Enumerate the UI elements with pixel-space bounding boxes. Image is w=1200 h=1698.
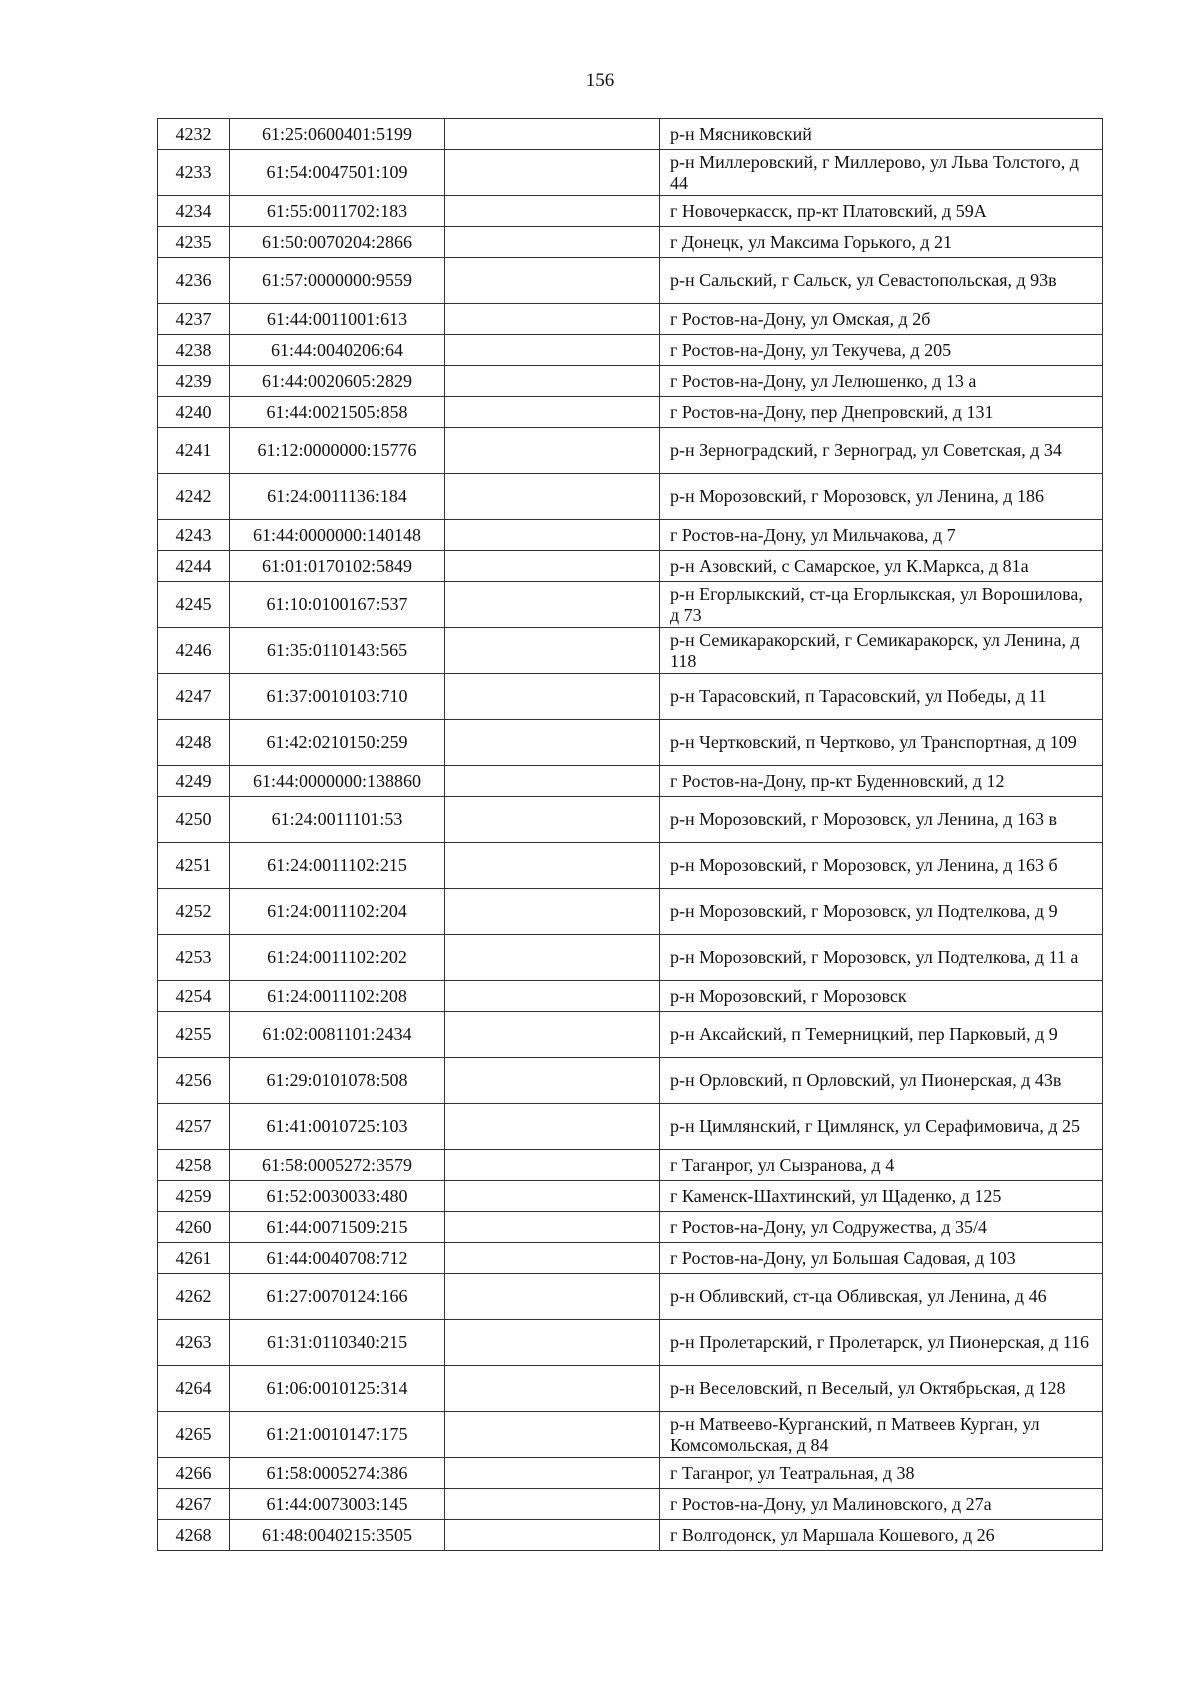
empty-cell: [445, 1489, 660, 1520]
empty-cell: [445, 258, 660, 304]
empty-cell: [445, 1012, 660, 1058]
cadastral-number-cell: 61:21:0010147:175: [230, 1412, 445, 1458]
cadastral-number-cell: 61:44:0000000:138860: [230, 766, 445, 797]
row-number-cell: 4236: [158, 258, 230, 304]
row-number-cell: 4260: [158, 1212, 230, 1243]
table-row: [158, 720, 1103, 766]
empty-cell: [445, 797, 660, 843]
cadastral-number-cell: 61:44:0040206:64: [230, 335, 445, 366]
row-number-cell: 4266: [158, 1458, 230, 1489]
address-cell: г Новочеркасск, пр-кт Платовский, д 59А: [660, 196, 1103, 227]
table-row: [158, 935, 1103, 981]
table-row: [158, 474, 1103, 520]
row-number-cell: 4263: [158, 1320, 230, 1366]
cadastral-number-cell: 61:37:0010103:710: [230, 674, 445, 720]
empty-cell: [445, 1458, 660, 1489]
table-row: [158, 1243, 1103, 1274]
table-row: [158, 1012, 1103, 1058]
address-cell: г Ростов-на-Дону, ул Мильчакова, д 7: [660, 520, 1103, 551]
table-row: [158, 1181, 1103, 1212]
empty-cell: [445, 1104, 660, 1150]
registry-table: [157, 118, 1103, 1551]
table-row: [158, 366, 1103, 397]
row-number-cell: 4238: [158, 335, 230, 366]
row-number-cell: 4253: [158, 935, 230, 981]
cadastral-number-cell: 61:01:0170102:5849: [230, 551, 445, 582]
table-row: [158, 797, 1103, 843]
row-number-cell: 4258: [158, 1150, 230, 1181]
cadastral-number-cell: 61:44:0021505:858: [230, 397, 445, 428]
cadastral-number-cell: 61:31:0110340:215: [230, 1320, 445, 1366]
empty-cell: [445, 720, 660, 766]
row-number-cell: 4252: [158, 889, 230, 935]
address-cell: г Ростов-на-Дону, ул Омская, д 2б: [660, 304, 1103, 335]
address-cell: р-н Аксайский, п Темерницкий, пер Парковый, д 9: [660, 1012, 1103, 1058]
address-cell: р-н Азовский, с Самарское, ул К.Маркса, д 81а: [660, 551, 1103, 582]
address-cell: р-н Морозовский, г Морозовск, ул Ленина, д 163 в: [660, 797, 1103, 843]
address-cell: р-н Обливский, ст-ца Обливская, ул Ленина, д 46: [660, 1274, 1103, 1320]
row-number-cell: 4250: [158, 797, 230, 843]
row-number-cell: 4254: [158, 981, 230, 1012]
address-cell: р-н Миллеровский, г Миллерово, ул Льва Толстого, д 44: [660, 150, 1103, 196]
cadastral-number-cell: 61:24:0011101:53: [230, 797, 445, 843]
table-row: [158, 1274, 1103, 1320]
address-cell: г Ростов-на-Дону, ул Большая Садовая, д 103: [660, 1243, 1103, 1274]
row-number-cell: 4248: [158, 720, 230, 766]
row-number-cell: 4241: [158, 428, 230, 474]
address-cell: р-н Сальский, г Сальск, ул Севастопольская, д 93в: [660, 258, 1103, 304]
empty-cell: [445, 474, 660, 520]
table-row: [158, 119, 1103, 150]
empty-cell: [445, 981, 660, 1012]
table-row: [158, 628, 1103, 674]
cadastral-number-cell: 61:44:0000000:140148: [230, 520, 445, 551]
empty-cell: [445, 397, 660, 428]
row-number-cell: 4265: [158, 1412, 230, 1458]
row-number-cell: 4242: [158, 474, 230, 520]
empty-cell: [445, 889, 660, 935]
address-cell: р-н Морозовский, г Морозовск, ул Ленина, д 186: [660, 474, 1103, 520]
address-cell: р-н Мясниковский: [660, 119, 1103, 150]
empty-cell: [445, 628, 660, 674]
address-cell: р-н Чертковский, п Чертково, ул Транспортная, д 109: [660, 720, 1103, 766]
cadastral-number-cell: 61:24:0011102:215: [230, 843, 445, 889]
cadastral-number-cell: 61:29:0101078:508: [230, 1058, 445, 1104]
cadastral-number-cell: 61:02:0081101:2434: [230, 1012, 445, 1058]
address-cell: г Волгодонск, ул Маршала Кошевого, д 26: [660, 1520, 1103, 1551]
address-cell: р-н Егорлыкский, ст-ца Егорлыкская, ул Ворошилова, д 73: [660, 582, 1103, 628]
table-row: [158, 428, 1103, 474]
cadastral-number-cell: 61:52:0030033:480: [230, 1181, 445, 1212]
empty-cell: [445, 1212, 660, 1243]
table-row: [158, 1520, 1103, 1551]
table-row: [158, 1212, 1103, 1243]
empty-cell: [445, 1058, 660, 1104]
empty-cell: [445, 335, 660, 366]
row-number-cell: 4247: [158, 674, 230, 720]
cadastral-number-cell: 61:44:0071509:215: [230, 1212, 445, 1243]
row-number-cell: 4246: [158, 628, 230, 674]
table-row: [158, 981, 1103, 1012]
cadastral-number-cell: 61:10:0100167:537: [230, 582, 445, 628]
row-number-cell: 4240: [158, 397, 230, 428]
cadastral-number-cell: 61:24:0011102:208: [230, 981, 445, 1012]
row-number-cell: 4244: [158, 551, 230, 582]
row-number-cell: 4243: [158, 520, 230, 551]
empty-cell: [445, 227, 660, 258]
address-cell: г Ростов-на-Дону, ул Малиновского, д 27а: [660, 1489, 1103, 1520]
address-cell: р-н Семикаракорский, г Семикаракорск, ул Ленина, д 118: [660, 628, 1103, 674]
address-cell: г Ростов-на-Дону, пер Днепровский, д 131: [660, 397, 1103, 428]
empty-cell: [445, 551, 660, 582]
row-number-cell: 4239: [158, 366, 230, 397]
table-row: [158, 1412, 1103, 1458]
empty-cell: [445, 304, 660, 335]
table-row: [158, 1320, 1103, 1366]
row-number-cell: 4262: [158, 1274, 230, 1320]
cadastral-number-cell: 61:55:0011702:183: [230, 196, 445, 227]
row-number-cell: 4235: [158, 227, 230, 258]
address-cell: р-н Морозовский, г Морозовск, ул Ленина, д 163 б: [660, 843, 1103, 889]
cadastral-number-cell: 61:58:0005272:3579: [230, 1150, 445, 1181]
cadastral-number-cell: 61:42:0210150:259: [230, 720, 445, 766]
address-cell: р-н Морозовский, г Морозовск, ул Подтелкова, д 9: [660, 889, 1103, 935]
empty-cell: [445, 150, 660, 196]
address-cell: р-н Тарасовский, п Тарасовский, ул Победы, д 11: [660, 674, 1103, 720]
row-number-cell: 4251: [158, 843, 230, 889]
cadastral-number-cell: 61:12:0000000:15776: [230, 428, 445, 474]
cadastral-number-cell: 61:35:0110143:565: [230, 628, 445, 674]
table-row: [158, 1366, 1103, 1412]
table-row: [158, 1458, 1103, 1489]
address-cell: г Ростов-на-Дону, пр-кт Буденновский, д 12: [660, 766, 1103, 797]
table-row: [158, 1150, 1103, 1181]
row-number-cell: 4259: [158, 1181, 230, 1212]
address-cell: р-н Веселовский, п Веселый, ул Октябрьская, д 128: [660, 1366, 1103, 1412]
cadastral-number-cell: 61:24:0011136:184: [230, 474, 445, 520]
empty-cell: [445, 766, 660, 797]
empty-cell: [445, 1181, 660, 1212]
cadastral-number-cell: 61:57:0000000:9559: [230, 258, 445, 304]
address-cell: р-н Цимлянский, г Цимлянск, ул Серафимовича, д 25: [660, 1104, 1103, 1150]
address-cell: р-н Матвеево-Курганский, п Матвеев Курган, ул Комсомольская, д 84: [660, 1412, 1103, 1458]
cadastral-number-cell: 61:48:0040215:3505: [230, 1520, 445, 1551]
address-cell: г Донецк, ул Максима Горького, д 21: [660, 227, 1103, 258]
row-number-cell: 4255: [158, 1012, 230, 1058]
empty-cell: [445, 428, 660, 474]
empty-cell: [445, 1366, 660, 1412]
address-cell: г Таганрог, ул Сызранова, д 4: [660, 1150, 1103, 1181]
cadastral-number-cell: 61:25:0600401:5199: [230, 119, 445, 150]
table-row: [158, 889, 1103, 935]
empty-cell: [445, 196, 660, 227]
empty-cell: [445, 1520, 660, 1551]
table-row: [158, 150, 1103, 196]
table-row: [158, 335, 1103, 366]
address-cell: г Ростов-на-Дону, ул Содружества, д 35/4: [660, 1212, 1103, 1243]
table-row: [158, 1104, 1103, 1150]
empty-cell: [445, 520, 660, 551]
address-cell: г Каменск-Шахтинский, ул Щаденко, д 125: [660, 1181, 1103, 1212]
cadastral-number-cell: 61:54:0047501:109: [230, 150, 445, 196]
cadastral-number-cell: 61:27:0070124:166: [230, 1274, 445, 1320]
table-row: [158, 227, 1103, 258]
empty-cell: [445, 1150, 660, 1181]
cadastral-number-cell: 61:24:0011102:204: [230, 889, 445, 935]
address-cell: р-н Пролетарский, г Пролетарск, ул Пионерская, д 116: [660, 1320, 1103, 1366]
table-row: [158, 397, 1103, 428]
table-row: [158, 843, 1103, 889]
table-row: [158, 674, 1103, 720]
address-cell: р-н Зерноградский, г Зерноград, ул Советская, д 34: [660, 428, 1103, 474]
row-number-cell: 4237: [158, 304, 230, 335]
empty-cell: [445, 1412, 660, 1458]
row-number-cell: 4249: [158, 766, 230, 797]
table-row: [158, 258, 1103, 304]
cadastral-number-cell: 61:50:0070204:2866: [230, 227, 445, 258]
cadastral-number-cell: 61:44:0040708:712: [230, 1243, 445, 1274]
cadastral-number-cell: 61:41:0010725:103: [230, 1104, 445, 1150]
cadastral-number-cell: 61:24:0011102:202: [230, 935, 445, 981]
row-number-cell: 4268: [158, 1520, 230, 1551]
row-number-cell: 4234: [158, 196, 230, 227]
address-cell: г Таганрог, ул Театральная, д 38: [660, 1458, 1103, 1489]
row-number-cell: 4232: [158, 119, 230, 150]
table-row: [158, 551, 1103, 582]
cadastral-number-cell: 61:44:0020605:2829: [230, 366, 445, 397]
page-number: 156: [585, 70, 615, 91]
registry-table-body: [158, 119, 1103, 1551]
empty-cell: [445, 1274, 660, 1320]
empty-cell: [445, 843, 660, 889]
row-number-cell: 4245: [158, 582, 230, 628]
cadastral-number-cell: 61:58:0005274:386: [230, 1458, 445, 1489]
empty-cell: [445, 119, 660, 150]
address-cell: г Ростов-на-Дону, ул Лелюшенко, д 13 а: [660, 366, 1103, 397]
table-row: [158, 196, 1103, 227]
row-number-cell: 4261: [158, 1243, 230, 1274]
row-number-cell: 4264: [158, 1366, 230, 1412]
table-row: [158, 766, 1103, 797]
address-cell: р-н Морозовский, г Морозовск: [660, 981, 1103, 1012]
row-number-cell: 4256: [158, 1058, 230, 1104]
table-row: [158, 520, 1103, 551]
empty-cell: [445, 1243, 660, 1274]
address-cell: р-н Морозовский, г Морозовск, ул Подтелкова, д 11 а: [660, 935, 1103, 981]
address-cell: г Ростов-на-Дону, ул Текучева, д 205: [660, 335, 1103, 366]
cadastral-number-cell: 61:44:0073003:145: [230, 1489, 445, 1520]
table-row: [158, 1489, 1103, 1520]
cadastral-number-cell: 61:06:0010125:314: [230, 1366, 445, 1412]
row-number-cell: 4233: [158, 150, 230, 196]
empty-cell: [445, 935, 660, 981]
empty-cell: [445, 366, 660, 397]
cadastral-number-cell: 61:44:0011001:613: [230, 304, 445, 335]
address-cell: р-н Орловский, п Орловский, ул Пионерская, д 43в: [660, 1058, 1103, 1104]
table-row: [158, 582, 1103, 628]
table-row: [158, 304, 1103, 335]
empty-cell: [445, 674, 660, 720]
row-number-cell: 4267: [158, 1489, 230, 1520]
empty-cell: [445, 1320, 660, 1366]
empty-cell: [445, 582, 660, 628]
row-number-cell: 4257: [158, 1104, 230, 1150]
table-row: [158, 1058, 1103, 1104]
